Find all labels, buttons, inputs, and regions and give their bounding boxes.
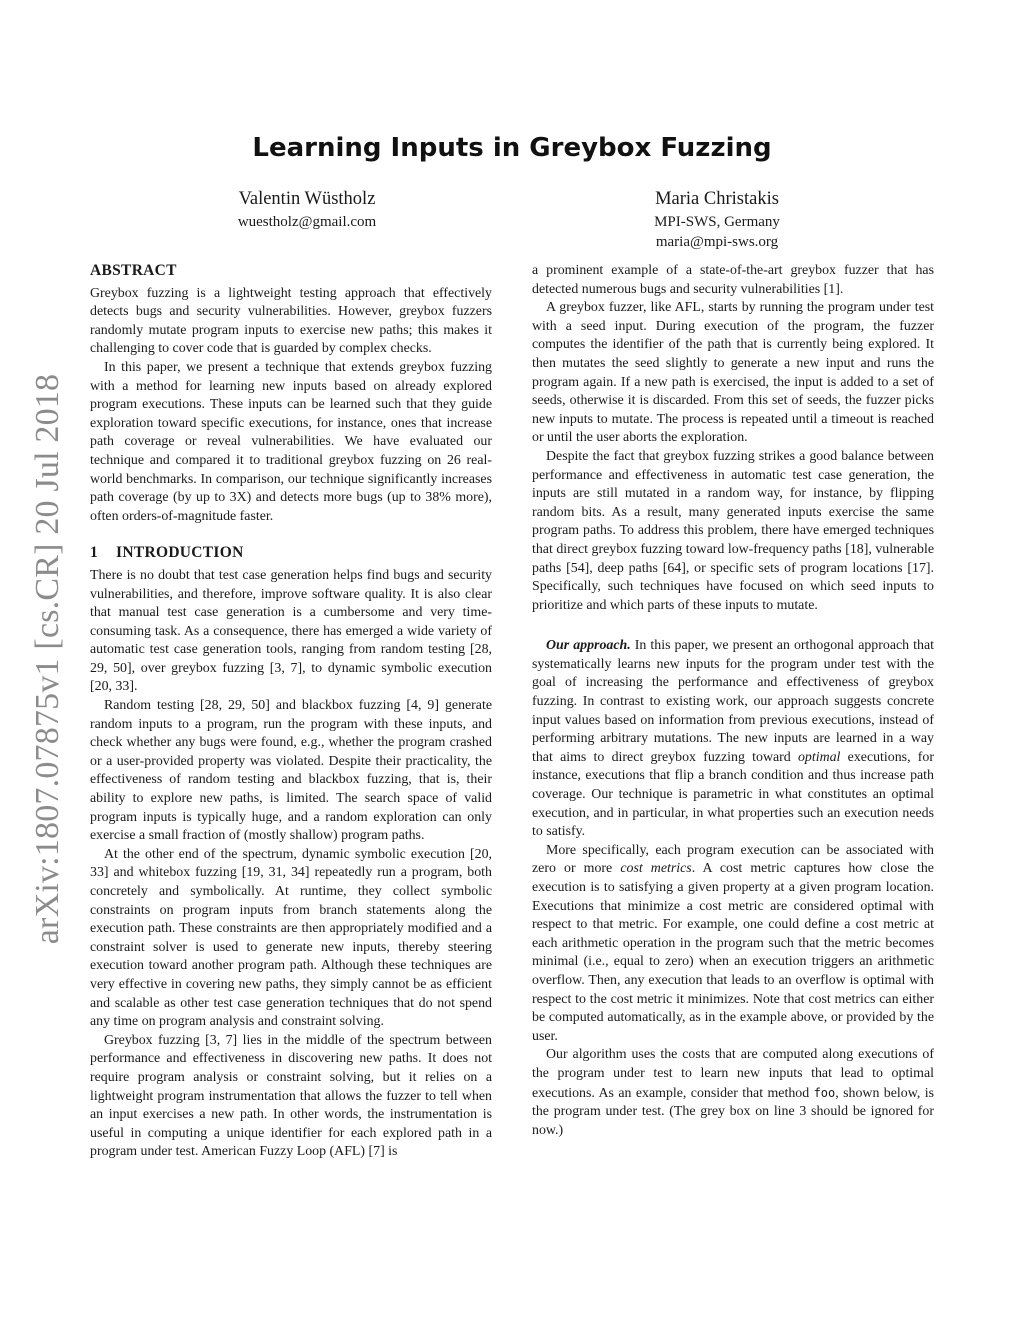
metrics-paragraph: More specifically, each program execution can be associated with zero or more cost metrics. A cost metric captures how close the execution is to satisfying a given property at a given program location. Executions that minimize a cost metric are considered optimal with respect to that metric. For example, one could define a cost metric at each arithmetic operation in the program such that the metric becomes minimal (i.e., equal to zero) when an execution triggers an arithmetic overflow. Then, any execution that leads to an overflow is optimal with respect to the cost metric it minimizes. Note that cost metrics can either be computed automatically, as in the example above, or provided by the user. [532,842,934,1044]
arxiv-identifier-stamp [24,357,72,961]
code-foo: foo [813,1085,836,1100]
author-name: Maria Christakis [655,189,779,209]
abstract-paragraph: In this paper, we present a technique that extends greybox fuzzing with a method for learning new inputs based on already explored program executions. These inputs can be learned such that they guide exploration toward specific executions, for instance, ones that increase path coverage or reveal vulnerabilities. We have evaluated our technique and compared it to traditional greybox fuzzing on 26 real-world benchmarks. In comparison, our technique significantly increases path coverage (by up to 3X) and detects more bugs (up to 38% more), often orders-of-magnitude faster. [90,359,492,524]
approach-paragraph: Our approach. In this paper, we present an orthogonal approach that systematically learns new inputs for the program under test with the goal of increasing the performance and effectiveness of greybox fuzzing. In contrast to existing work, our approach suggests concrete input values based on information from previous executions, instead of performing arbitrary mutations. The new inputs are learned in a way that aims to direct greybox fuzzing toward optimal executions, for instance, executions that flip a branch condition and thus increase path coverage. Our technique is parametric in what constitutes an optimal execution, and in particular, in what properties such an execution needs to satisfy. [532,638,934,840]
paper-title: Learning Inputs in Greybox Fuzzing [252,133,772,163]
continuation-paragraph: a prominent example of a state-of-the-art greybox fuzzer that has detected numerous bugs and security vulnerabilities [1]. [532,263,934,297]
right-column [532,262,934,1140]
emphasis-optimal: optimal [797,749,841,765]
intro-paragraph: There is no doubt that test case generation helps find bugs and security vulnerabilities, and therefore, improve software quality. It is also clear that manual test case generation is a cumbersome and very time-consuming task. As a consequence, there has emerged a wide variety of automatic test case generation tools, ranging from random testing [28, 29, 50], over greybox fuzzing [3, 7], to dynamic symbolic execution [20, 33]. [90,567,492,695]
section-title: INTRODUCTION [116,544,244,562]
body-paragraph: A greybox fuzzer, like AFL, starts by running the program under test with a seed input. During execution of the program, the fuzzer computes the identifier of the path that is currently being explored. It then mutates the seed slightly to generate a new input and runs the program again. If a new path is exercised, the input is added to a set of seeds, otherwise it is discarded. From this set of seeds, the fuzzer picks new inputs to mutate. The process is repeated until a timeout is reached or until the user aborts the exploration. [532,300,934,446]
author-email: maria@mpi-sws.org [655,234,779,250]
author-email: wuestholz@gmail.com [237,214,377,230]
intro-paragraph: Greybox fuzzing [3, 7] lies in the middle of the spectrum between performance and effectiveness in discovering new paths. It does not require program analysis or constraint solving, but it relies on a lightweight program instrumentation that allows the fuzzer to tell when an input exercises a new path. In other words, the instrumentation is useful in computing a unique identifier for each explored path in a program under test. American Fuzzy Loop (AFL) [7] is [90,1032,492,1160]
intro-paragraph: At the other end of the spectrum, dynamic symbolic execution [20, 33] and whitebox fuzzing [19, 31, 34] repeatedly run a program, both concretely and symbolically. At runtime, they collect symbolic constraints on program inputs from branch statements along the execution path. These constraints are then appropriately modified and a constraint solver is used to generate new inputs, thereby steering execution toward another program path. Although these techniques are very effective in covering new paths, they simply cannot be as efficient and scalable as other test case generation techniques that do not spend any time on program analysis and constraint solving. [90,846,492,1030]
arxiv-identifier: arXiv:1807.07875v1 [cs.CR] 20 Jul 2018 [29,373,66,945]
section-number: 1 [90,544,99,562]
author-name: Valentin Wüstholz [238,189,376,209]
author-affiliation: MPI-SWS, Germany [654,214,780,230]
author-block-2 [600,186,834,252]
abstract-paragraph: Greybox fuzzing is a lightweight testing approach that effectively detects bugs and security vulnerabilities. However, greybox fuzzers randomly mutate program inputs to exercise new paths; this makes it challenging to cover code that is guarded by complex checks. [90,285,492,357]
body-paragraph: Despite the fact that greybox fuzzing strikes a good balance between performance and effectiveness in automatic test case generation, the inputs are still mutated in a random way, for instance, by flipping random bits. As a result, many generated inputs exercise the same program paths. To address this problem, there have emerged techniques that direct greybox fuzzing toward low-frequency paths [18], vulnerable paths [54], deep paths [64], or specific sets of program locations [17]. Specifically, such techniques have focused on which seed inputs to prioritize and which parts of these inputs to mutate. [532,448,934,613]
author-block-1 [190,186,424,232]
left-column [90,262,492,1162]
approach-title: Our approach. [546,638,631,654]
algorithm-paragraph: Our algorithm uses the costs that are computed along executions of the program under test to learn new inputs that lead to optimal executions. As an example, consider that method foo, shown below, is the program under test. (The grey box on line 3 should be ignored for now.) [532,1047,934,1138]
introduction-heading [90,544,492,563]
abstract-heading: ABSTRACT [90,262,177,279]
intro-paragraph: Random testing [28, 29, 50] and blackbox fuzzing [4, 9] generate random inputs to a program, run the program with these inputs, and check whether any bugs were found, e.g., whether the program crashed or a user-provided property was violated. Despite their practicality, the effectiveness of random testing and blackbox fuzzing, that is, their ability to explore new paths, is limited. The search space of valid program inputs is typically huge, and a random exploration can only exercise a small fraction of (mostly shallow) program paths. [90,698,492,844]
emphasis-cost-metrics: cost metrics [620,861,692,877]
